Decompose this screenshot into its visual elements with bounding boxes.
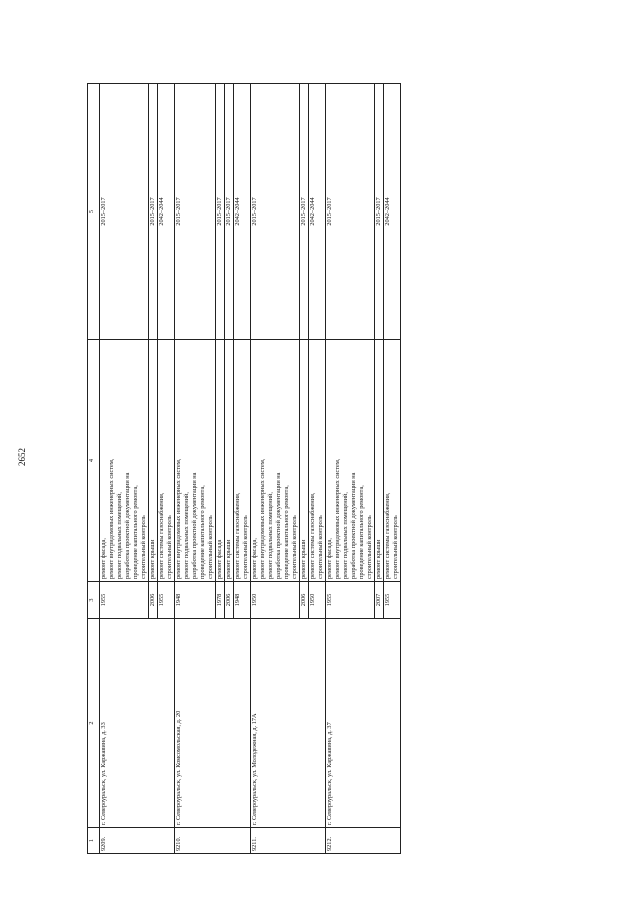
rotated-table-wrapper [87, 84, 554, 854]
table-row [100, 84, 149, 854]
work-text: ремонт крыши [149, 539, 156, 579]
period-cell: 2015–2017 [326, 84, 375, 340]
header-col-2: 2 [88, 619, 100, 828]
period-cell: 2015–2017 [300, 84, 309, 340]
year-cell: 1950 [309, 582, 326, 619]
work-cell [251, 340, 300, 582]
period-cell: 2042–2044 [158, 84, 175, 340]
work-text: ремонт фасада [216, 539, 223, 579]
period-cell: 2015–2017 [100, 84, 149, 340]
period-cell: 2042–2044 [234, 84, 251, 340]
period-cell: 2042–2044 [384, 84, 401, 340]
year-cell: 1948 [234, 582, 251, 619]
period-cell: 2015–2017 [216, 84, 225, 340]
work-text: ремонт фасада, ремонт внутридомовых инженерных систем, ремонт подвальных помещений, разработка проектной документации на проведение капитального ремонта, строительный контроль [100, 458, 147, 579]
work-text: ремонт фасада, ремонт внутридомовых инженерных систем, ремонт подвальных помещений, разработка проектной документации на проведение капитального ремонта, строительный контроль [251, 458, 298, 579]
period-cell: 2042–2044 [309, 84, 326, 340]
period-cell: 2015–2017 [175, 84, 216, 340]
page-number: 2652 [17, 448, 27, 466]
work-text: ремонт внутридомовых инженерных систем, ремонт подвальных помещений, разработка проектной документации на проведение капитального ремонта, строительный контроль [175, 458, 214, 579]
year-cell: 1978 [216, 582, 225, 619]
period-cell: 2015–2017 [225, 84, 234, 340]
year-cell: 2006 [149, 582, 158, 619]
year-cell: 2007 [375, 582, 384, 619]
work-text: ремонт фасада, ремонт внутридомовых инженерных систем, ремонт подвальных помещений, разработка проектной документации на проведение капитального ремонта, строительный контроль [326, 458, 373, 579]
work-cell [175, 340, 216, 582]
year-cell: 2006 [300, 582, 309, 619]
work-text: ремонт системы газоснабжения, строительный контроль [234, 492, 249, 579]
work-cell [309, 340, 326, 582]
work-text: ремонт системы газоснабжения, строительный контроль [384, 492, 399, 579]
period-cell: 2015–2017 [149, 84, 158, 340]
work-cell [149, 340, 158, 582]
record-number: 9210. [175, 828, 251, 854]
header-col-1: 1 [88, 828, 100, 854]
record-number: 9212. [326, 828, 401, 854]
work-text: ремонт системы газоснабжения, строительный контроль [309, 492, 324, 579]
period-cell: 2015–2017 [375, 84, 384, 340]
period-cell: 2015–2017 [251, 84, 300, 340]
work-cell [384, 340, 401, 582]
year-cell: 1955 [100, 582, 149, 619]
work-cell [225, 340, 234, 582]
work-text: ремонт крыши [225, 539, 232, 579]
header-row [88, 84, 100, 854]
work-text: ремонт крыши [375, 539, 382, 579]
work-cell [100, 340, 149, 582]
work-cell [300, 340, 309, 582]
year-cell: 1955 [384, 582, 401, 619]
work-text: ремонт системы газоснабжения, строительный контроль [158, 492, 173, 579]
record-number: 9211. [251, 828, 326, 854]
year-cell: 2006 [225, 582, 234, 619]
work-cell [158, 340, 175, 582]
repair-schedule-table [87, 83, 401, 854]
header-col-4: 4 [88, 340, 100, 582]
record-address: г. Североуральск, ул. Каржавина, д. 37 [326, 619, 401, 828]
header-col-3: 3 [88, 582, 100, 619]
table-row [175, 84, 216, 854]
work-cell [234, 340, 251, 582]
year-cell: 1955 [158, 582, 175, 619]
year-cell: 1948 [175, 582, 216, 619]
work-cell [375, 340, 384, 582]
year-cell: 1950 [251, 582, 300, 619]
record-number: 9209. [100, 828, 175, 854]
year-cell: 1955 [326, 582, 375, 619]
record-address: г. Североуральск, ул. Молодежная, д. 17А [251, 619, 326, 828]
work-cell [326, 340, 375, 582]
record-address: г. Североуральск, ул. Комсомольская, д. 20 [175, 619, 251, 828]
header-col-5: 5 [88, 84, 100, 340]
table-row [326, 84, 375, 854]
record-address: г. Североуральск, ул. Каржавина, д. 33 [100, 619, 175, 828]
work-cell [216, 340, 225, 582]
table-row [251, 84, 300, 854]
work-text: ремонт крыши [300, 539, 307, 579]
